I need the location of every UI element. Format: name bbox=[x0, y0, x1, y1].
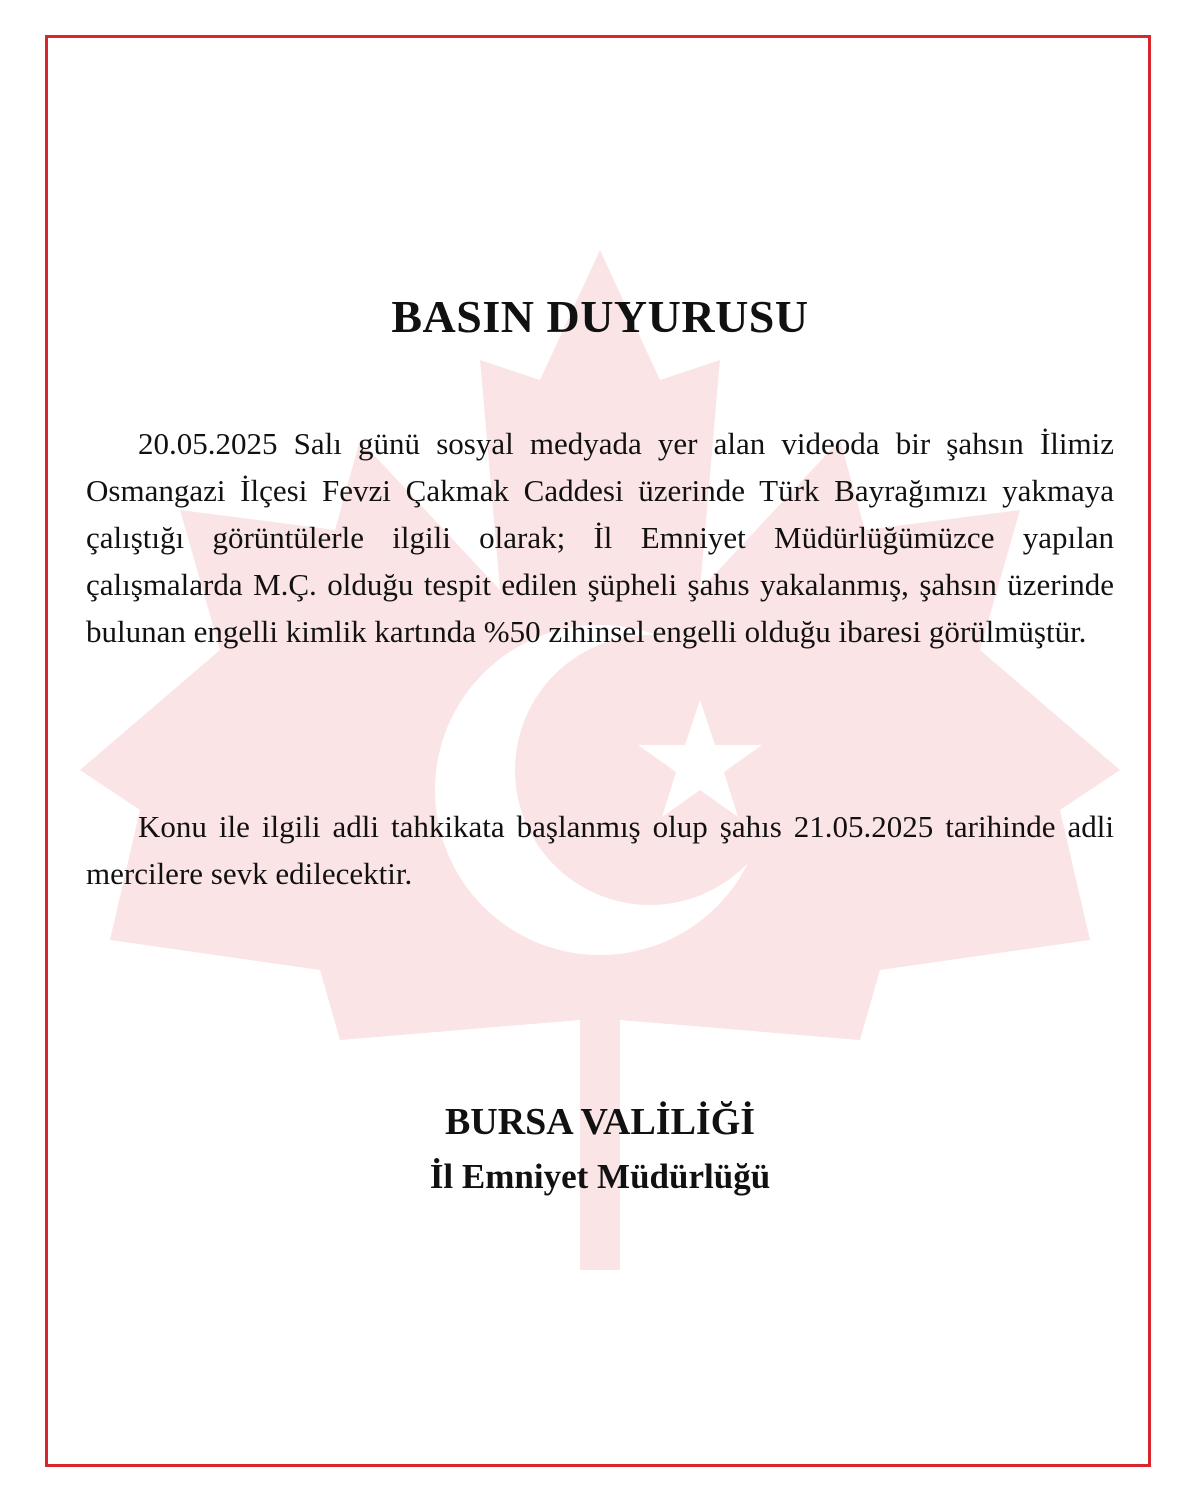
signature-organization: BURSA VALİLİĞİ bbox=[444, 1101, 756, 1143]
document-title: BASIN DUYURUSU bbox=[391, 291, 809, 342]
signature-unit: İl Emniyet Müdürlüğü bbox=[429, 1157, 771, 1196]
paragraph-legal-proceedings: Konu ile ilgili adli tahkikata başlanmış olup şahıs 21.05.2025 tarihinde adli mercilere sevk edilecektir. bbox=[86, 809, 1114, 891]
paragraph-incident: 20.05.2025 Salı günü sosyal medyada yer alan videoda bir şahsın İlimiz Osmangazi İlçesi Fevzi Çakmak Caddesi üzerinde Türk Bayrağımızı yakmaya çalıştığı görüntülerle ilgili olarak; İl Emniyet Müdürlüğümüzce yapılan çalışmalarda M.Ç. olduğu tespit edilen şüpheli şahıs yakalanmış, şahsın üzerinde bulunan engelli kimlik kartında %50 zihinsel engelli olduğu ibaresi görülmüştür. bbox=[86, 426, 1114, 649]
